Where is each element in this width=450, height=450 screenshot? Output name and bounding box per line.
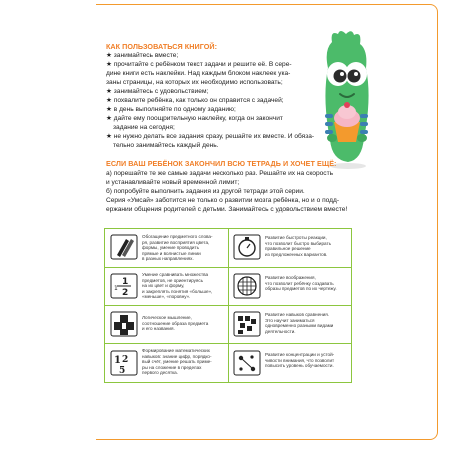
frame-cap-top bbox=[90, 4, 96, 6]
compare-side-number: 1 bbox=[114, 285, 118, 292]
cell-l1-line: Умение сравнивать множества bbox=[142, 272, 209, 277]
compare-numbers-icon bbox=[109, 272, 139, 300]
numbers-icon-digit-c: 5 bbox=[119, 366, 126, 376]
cell-r0-line: Развитие быстроты реакции, bbox=[265, 235, 327, 240]
s2-line-0: а) порешайте те же самые задачи несколько раз. Решайте их на скорость bbox=[106, 170, 334, 177]
cell-l3-line: Формирование математических bbox=[142, 348, 210, 353]
numbers-icon-digit-b: 2 bbox=[122, 355, 129, 365]
s2-line-4: ержании общения родителей с детьми. Занимайтесь с удовольствием вместе! bbox=[106, 206, 348, 213]
cell-l0-line: в разных направлениях. bbox=[142, 256, 194, 262]
numbers-icon bbox=[109, 349, 139, 377]
section-1-title: КАК ПОЛЬЗОВАТЬСЯ КНИГОЙ: bbox=[106, 42, 218, 51]
s1-line-8: задание на сегодня; bbox=[113, 124, 175, 131]
cell-l2-line: Логическое мышление, bbox=[142, 315, 192, 320]
cell-r3-line: Развитие концентрации и устой- bbox=[265, 352, 335, 357]
s1-line-6: ★ в день выполняйте по одному заданию; bbox=[106, 106, 236, 113]
cell-l0-line: Обогащение предметного слова- bbox=[142, 234, 213, 239]
cell-l0-line: прямые и волнистые линии bbox=[142, 250, 201, 256]
grid-cell-right-3 bbox=[229, 344, 351, 382]
s1-line-10: тельно занимайтесь каждый день. bbox=[113, 142, 219, 149]
cell-l3-line: первого десятка. bbox=[142, 370, 179, 376]
s1-line-4: ★ занимайтесь с удовольствием; bbox=[106, 88, 209, 95]
mascot-illustration bbox=[314, 28, 378, 170]
dots-icon bbox=[232, 349, 262, 377]
cell-r0-line: правильное решение bbox=[265, 246, 311, 252]
cell-r1-line: что позволит ребёнку создавать bbox=[265, 280, 334, 286]
s1-line-3: заны страницы, на которых их необходимо использовать; bbox=[106, 79, 283, 86]
pencils-icon bbox=[109, 233, 139, 261]
cell-l1-line: на их цвет и форму, bbox=[142, 283, 185, 289]
s1-line-2: дине книги есть наклейки. Над каждым блоком наклеек ука- bbox=[106, 70, 291, 77]
numbers-icon-digit-a: 1 bbox=[114, 355, 121, 366]
s2-line-3: Серия «Умсай» заботится не только о развитии мозга ребёнка, но и о подд- bbox=[106, 197, 340, 204]
grid-cell-right-2 bbox=[229, 306, 351, 343]
cross-puzzle-icon bbox=[109, 310, 139, 338]
cell-r3-line: чивости внимания, что позволит bbox=[265, 357, 335, 363]
s1-line-0: ★ занимайтесь вместе; bbox=[106, 52, 179, 59]
grid-cell-left-1 bbox=[105, 268, 228, 305]
grid-cell-right-1 bbox=[229, 268, 351, 305]
s1-line-7: ★ дайте ему поощрительную наклейку, когда он закончит bbox=[106, 115, 283, 122]
cell-r0-line: из предложенных вариантов. bbox=[265, 251, 328, 257]
section-2-title: ЕСЛИ ВАШ РЕБЁНОК ЗАКОНЧИЛ ВСЮ ТЕТРАДЬ И ХОЧЕТ ЕЩЁ: bbox=[106, 159, 337, 168]
cell-l0-line: формы, умение проводить bbox=[142, 245, 199, 251]
cell-l1-line: предметов, не ориентируясь bbox=[142, 277, 204, 283]
s2-line-1: и устанавливайте новый временной лимит; bbox=[106, 179, 240, 186]
cell-r2-line: Развитие навыков сравнения. bbox=[265, 312, 330, 317]
s1-line-1: ★ прочитайте с ребёнком текст задачи и решите её. В сере- bbox=[106, 61, 292, 68]
cell-l1-line: и закреплять понятия «больше», bbox=[142, 288, 213, 294]
skills-grid bbox=[104, 228, 352, 383]
s1-line-9: ★ не нужно делать все задания сразу, решайте их вместе. И обяза- bbox=[106, 133, 315, 140]
grid-cell-left-3 bbox=[105, 344, 228, 382]
s1-line-5: ★ похвалите ребёнка, как только он справится с задачей; bbox=[106, 97, 284, 104]
frame-cap-bottom bbox=[90, 438, 96, 440]
cell-r2-line: одновременно разными видами bbox=[265, 323, 334, 329]
tangram-icon bbox=[232, 310, 262, 338]
cell-l0-line: ря, развитие восприятия цвета, bbox=[142, 239, 210, 245]
stopwatch-icon bbox=[232, 233, 262, 261]
cell-l1-line: «меньше», «поровну». bbox=[142, 294, 191, 300]
cell-l2-line: соотношение образа предмета bbox=[142, 320, 209, 326]
cell-r0-line: что позволит быстро выбирать bbox=[265, 240, 332, 246]
grid-cell-right-0 bbox=[229, 229, 351, 267]
cell-l3-line: навыков: знание цифр, порядко- bbox=[142, 353, 212, 359]
cell-l3-line: ры на сложение в пределах bbox=[142, 364, 202, 370]
s2-line-2: б) попробуйте выполнить задания из другой тетради этой серии. bbox=[106, 188, 305, 195]
grid-globe-icon bbox=[232, 272, 262, 300]
grid-cell-left-0 bbox=[105, 229, 228, 267]
cell-r1-line: образы предметов по их чертежу. bbox=[265, 286, 337, 292]
grid-cell-left-2 bbox=[105, 306, 228, 343]
cell-r3-line: повысить уровень обучаемости. bbox=[265, 363, 334, 369]
cell-l3-line: вый счёт, умение решать приме- bbox=[142, 359, 212, 365]
cell-r2-line: деятельности. bbox=[265, 328, 296, 334]
compare-top-number: 1 bbox=[122, 277, 129, 287]
cell-r1-line: Развитие воображения, bbox=[265, 275, 316, 280]
compare-bottom-number: 2 bbox=[122, 288, 129, 298]
cell-r2-line: Это научит заниматься bbox=[265, 317, 315, 323]
cell-l2-line: и его названия. bbox=[142, 326, 175, 332]
